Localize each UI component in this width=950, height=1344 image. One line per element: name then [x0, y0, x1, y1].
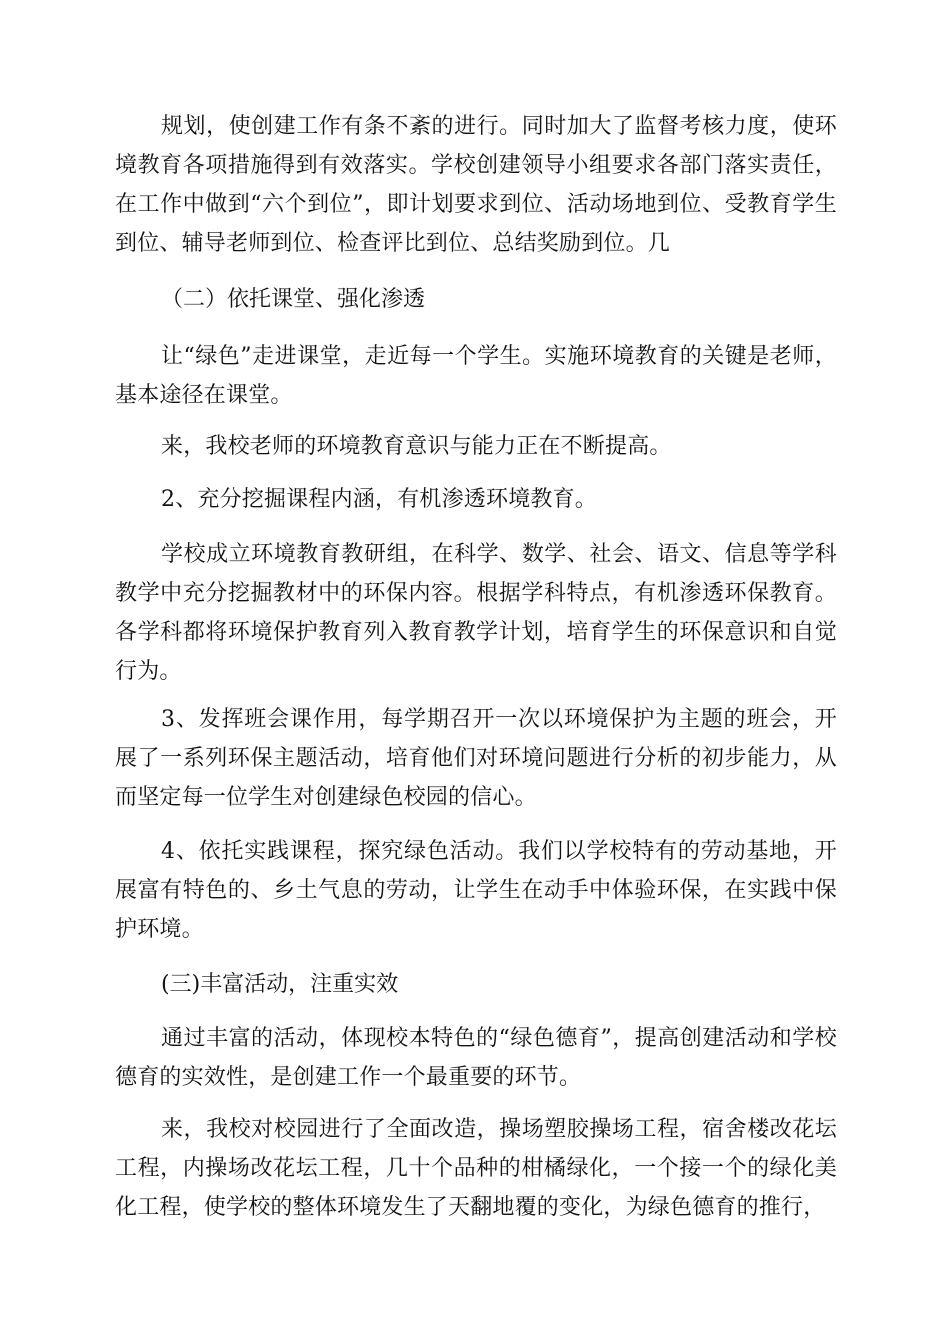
paragraph-4: 2、充分挖掘课程内涵，有机渗透环境教育。: [161, 487, 597, 512]
paragraph-5: 学校成立环境教育教研组，在科学、数学、社会、语文、信息等学科教学中充分挖掘教材中的环保内容。根据学科特点，有机渗透环保教育。各学科都将环境保护教育列入教育教学计划，培育学生的环保意识和自觉行为。: [115, 542, 837, 684]
paragraph-3: 来，我校老师的环境教育意识与能力正在不断提高。: [161, 434, 672, 459]
paragraph-9: 来，我校对校园进行了全面改造，操场塑胶操场工程，宿舍楼改花坛工程，内操场改花坛工程，几十个品种的柑橘绿化，一个接一个的绿化美化工程，使学校的整体环境发生了天翻地覆的变化，为绿色德育的推行，: [115, 1117, 837, 1220]
paragraph-6: 3、发挥班会课作用，每学期召开一次以环境保护为主题的班会，开展了一系列环保主题活动，培育他们对环境问题进行分析的初步能力，从而坚定每一位学生对创建绿色校园的信心。: [115, 707, 837, 810]
section-heading-3: (三)丰富活动，注重实效: [161, 972, 399, 997]
paragraph-7: 4、依托实践课程，探究绿色活动。我们以学校特有的劳动基地，开展富有特色的、乡土气息的劳动，让学生在动手中体验环保，在实践中保护环境。: [115, 839, 837, 942]
paragraph-8: 通过丰富的活动，体现校本特色的“绿色德育”，提高创建活动和学校德育的实效性，是创建工作一个最重要的环节。: [115, 1026, 837, 1090]
section-heading-2: （二）依托课堂、强化渗透: [161, 287, 426, 312]
paragraph-2: 让“绿色”走进课堂，走近每一个学生。实施环境教育的关键是老师，基本途径在课堂。: [115, 344, 837, 408]
paragraph-1: 规划，使创建工作有条不紊的进行。同时加大了监督考核力度，使环境教育各项措施得到有效落实。学校创建领导小组要求各部门落实责任，在工作中做到“六个到位”，即计划要求到位、活动场地到位、受教育学生到位、辅导老师到位、检查评比到位、总结奖励到位。几: [115, 114, 837, 256]
